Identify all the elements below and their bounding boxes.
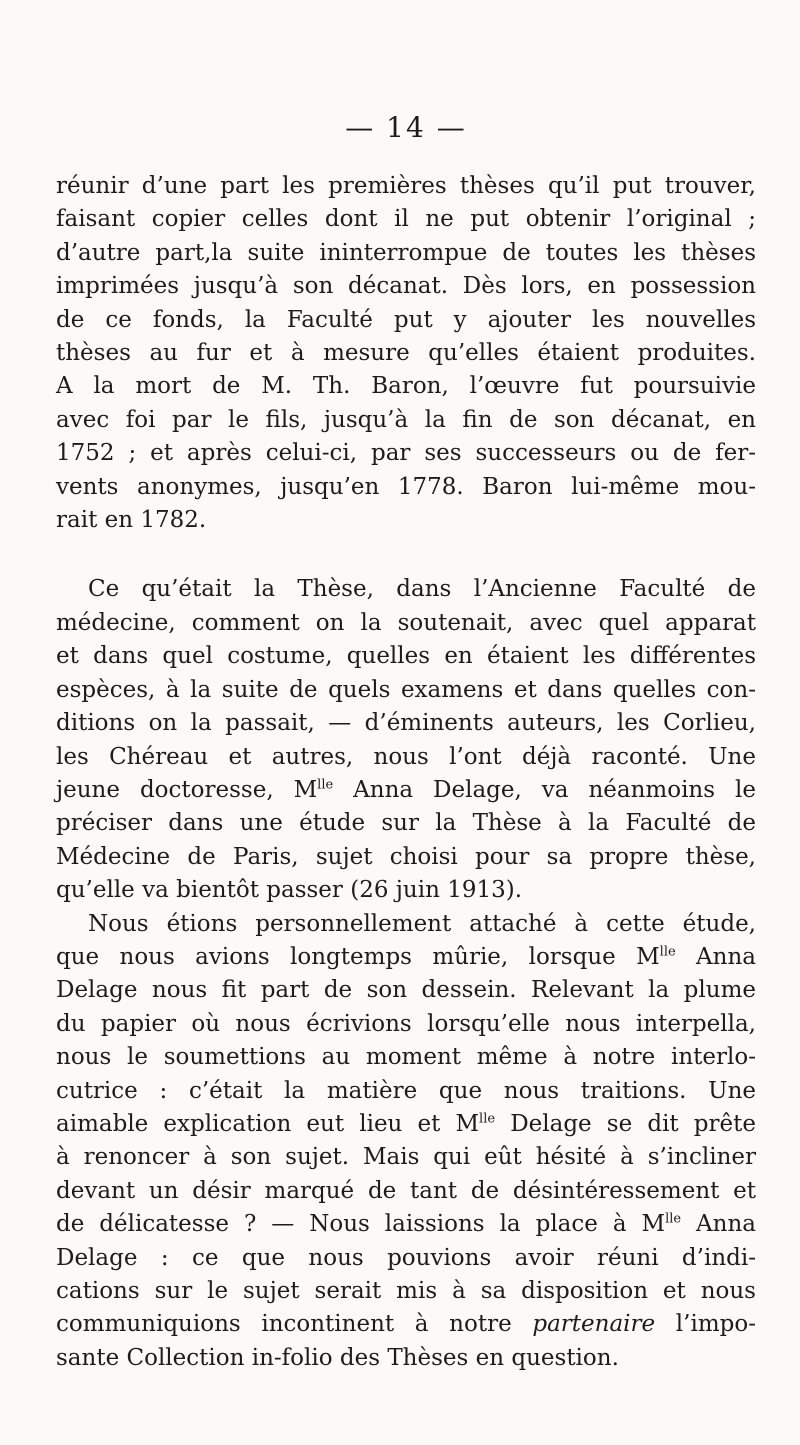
- paragraph-1: [56, 170, 756, 537]
- text-line: du papier où nous écrivions lorsqu’elle nous interpella,: [56, 1010, 756, 1037]
- text-line: [56, 1208, 756, 1241]
- text-line: Ce qu’était la Thèse, dans l’Ancienne Faculté de: [88, 576, 756, 603]
- paragraph-2: [56, 573, 756, 907]
- text-segment: Anna: [675, 943, 757, 970]
- superscript: lle: [317, 777, 334, 793]
- text-line: ditions on la passait, — d’éminents auteurs, les Corlieu,: [56, 710, 756, 737]
- superscript: lle: [665, 1211, 682, 1227]
- text-line: espèces, à la suite de quels examens et dans quelles con-: [56, 676, 756, 703]
- text-line: faisant copier celles dont il ne put obtenir l’original ;: [56, 206, 756, 233]
- text-segment: que nous avions longtemps mûrie, lorsque M: [56, 943, 660, 970]
- text-line: Médecine de Paris, sujet choisi pour sa propre thèse,: [56, 843, 756, 870]
- text-line: et dans quel costume, quelles en étaient les différentes: [56, 643, 756, 670]
- superscript: lle: [479, 1111, 496, 1127]
- text-line: à renoncer à son sujet. Mais qui eût hésité à s’incliner: [56, 1144, 756, 1171]
- text-line: Delage nous fit part de son dessein. Relevant la plume: [56, 977, 756, 1004]
- italic-word: partenaire: [532, 1311, 656, 1338]
- text-segment: aimable explication eut lieu et M: [56, 1110, 480, 1137]
- text-line: A la mort de M. Th. Baron, l’œuvre fut poursuivie: [56, 373, 756, 400]
- text-line: qu’elle va bientôt passer (26 juin 1913).: [56, 877, 523, 904]
- text-line: médecine, comment on la soutenait, avec quel apparat: [56, 609, 756, 636]
- text-line: nous le soumettions au moment même à notre interlo-: [56, 1044, 756, 1071]
- text-segment: jeune doctoresse, M: [56, 776, 318, 803]
- document-page: [56, 108, 756, 1375]
- text-line: thèses au fur et à mesure qu’elles étaient produites.: [56, 340, 756, 367]
- paragraph-3: [56, 908, 756, 1376]
- text-line: 1752 ; et après celui-ci, par ses successeurs ou de fer-: [56, 440, 756, 467]
- text-line: les Chéreau et autres, nous l’ont déjà raconté. Une: [56, 743, 756, 770]
- text-line: d’autre part,la suite ininterrompue de toutes les thèses: [56, 239, 756, 266]
- text-line: préciser dans une étude sur la Thèse à la Faculté de: [56, 810, 756, 837]
- text-segment: Anna: [681, 1211, 757, 1238]
- text-line: Nous étions personnellement attaché à cette étude,: [88, 910, 756, 937]
- text-line: cutrice : c’était la matière que nous traitions. Une: [56, 1077, 756, 1104]
- text-segment: communiquions incontinent à notre: [56, 1311, 533, 1338]
- text-segment: l’impo-: [655, 1311, 756, 1338]
- text-line: Delage : ce que nous pouvions avoir réuni d’indi-: [56, 1244, 756, 1271]
- superscript: lle: [659, 944, 676, 960]
- text-line: vents anonymes, jusqu’en 1778. Baron lui-même mou-: [56, 473, 756, 500]
- text-line: avec foi par le fils, jusqu’à la fin de son décanat, en: [56, 406, 756, 433]
- text-line: [56, 1308, 756, 1341]
- text-segment: Delage se dit prête: [495, 1110, 756, 1137]
- text-line: [56, 941, 756, 974]
- text-line: de ce fonds, la Faculté put y ajouter les nouvelles: [56, 306, 756, 333]
- text-segment: de délicatesse ? — Nous laissions la place à M: [56, 1211, 666, 1238]
- text-line: [56, 1108, 756, 1141]
- text-line: imprimées jusqu’à son décanat. Dès lors, en possession: [56, 273, 756, 300]
- text-line: réunir d’une part les premières thèses qu’il put trouver,: [56, 173, 756, 199]
- text-line: sante Collection in-folio des Thèses en question.: [56, 1344, 619, 1371]
- text-segment: Anna Delage, va néanmoins le: [333, 776, 756, 803]
- page-number: — 14 —: [345, 111, 467, 144]
- text-line: [56, 774, 756, 807]
- text-line: cations sur le sujet serait mis à sa disposition et nous: [56, 1278, 756, 1304]
- text-line: devant un désir marqué de tant de désintéressement et: [56, 1177, 756, 1204]
- paragraph-gap: [56, 537, 756, 573]
- text-line: rait en 1782.: [56, 507, 207, 534]
